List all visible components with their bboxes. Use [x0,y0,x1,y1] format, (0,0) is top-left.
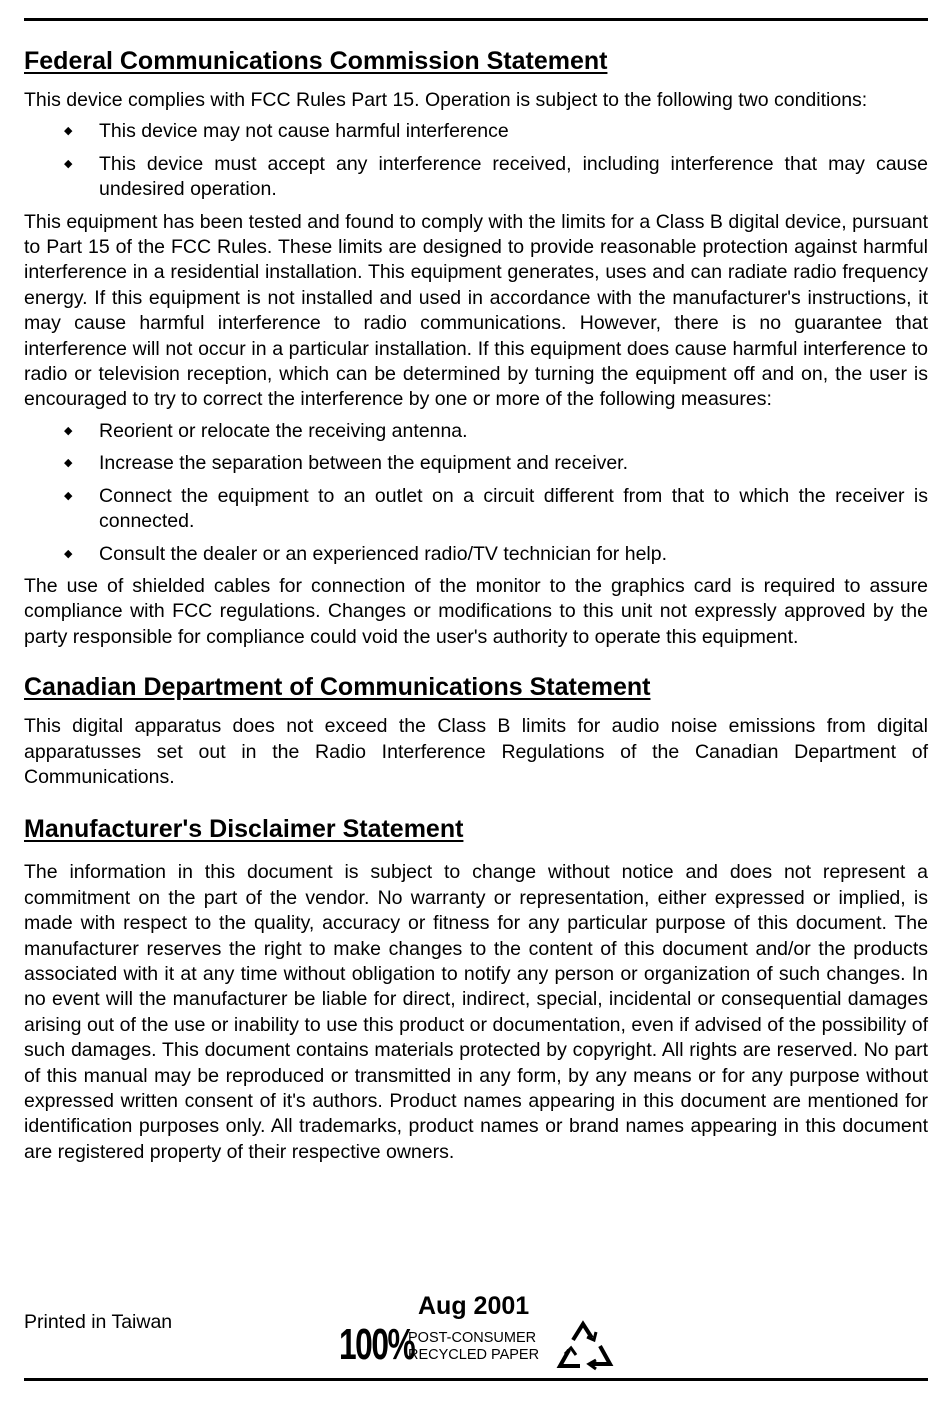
recycle-label-line2: RECYCLED PAPER [408,1347,540,1363]
bullet-icon: ◆ [64,489,73,502]
list-item: ◆ This device must accept any interference received, including interference that may cause undesired operation. [64,152,928,201]
bullet-icon: ◆ [64,157,73,170]
fcc-heading: Federal Communications Commission Statement [24,47,608,75]
recycle-label-line1: POST-CONSUMER [408,1330,537,1346]
list-item: ◆ Increase the separation between the equipment and receiver. [64,452,629,475]
list-item: ◆ Consult the dealer or an experienced radio/TV technician for help. [64,542,668,565]
bullet-icon: ◆ [64,547,73,560]
disclaimer-heading: Manufacturer's Disclaimer Statement [24,815,464,844]
disclaimer-section [24,812,928,1165]
recycle-label [408,1330,539,1364]
printed-in-label: Printed in Taiwan [24,1311,173,1333]
list-item: ◆ Connect the equipment to an outlet on a circuit different from that to which the receiver is connected. [64,484,928,533]
document-body [24,44,928,1165]
list-item: ◆ This device may not cause harmful interference [64,120,509,143]
disclaimer-body: The information in this document is subject to change without notice and does not represent a commitment on the part of the vendor. No warranty or representation, either expressed or implied, is made with respect to the quality, accuracy or fitness for any particular purpose of this document. The manufacturer reserves the right to make changes to the content of this document and/or the products associated with it at any time without obligation to notify any person or organization of such changes. In no event will the manufacturer be liable for direct, indirect, special, incidental or consequential damages arising out of the use or inability to use this product or documentation, even if advised of the possibility of such damages. This document contains materials protected by copyright. All rights are reserved. No part of this manual may be reproduced or transmitted in any form, by any means or for any purpose without expressed written consent of it's authors. Product names appearing in this document are mentioned for identification purposes only. All trademarks, product names or brand names appearing in this document are registered property of their respective owners. [24,861,928,1163]
top-rule [24,18,928,21]
recycle-icon [556,1320,614,1372]
fcc-conditions-list [24,119,928,202]
publication-date: Aug 2001 [418,1292,530,1320]
canadian-section [24,670,928,790]
bullet-icon: ◆ [64,125,73,138]
bottom-rule [24,1378,928,1381]
canadian-body: This digital apparatus does not exceed the Class B limits for audio noise emissions from digital apparatusses set out in the Radio Interference Regulations of the Canadian Department of Communications. [24,715,928,788]
bullet-icon: ◆ [64,457,73,470]
fcc-measures-list [24,419,928,567]
fcc-body: This equipment has been tested and found to comply with the limits for a Class B digital device, pursuant to Part 15 of the FCC Rules. These limits are designed to provide reasonable protection against harmful interference in a residential installation. This equipment generates, uses and can radiate radio frequency energy. If this equipment is not installed and used in accordance with the manufacturer's instructions, it may cause harmful interference to radio communications. However, there is no guarantee that interference will not occur in a particular installation. If this equipment does cause harmful interference to radio or television reception, which can be determined by turning the equipment off and on, the user is encouraged to try to correct the interference by one or more of the following measures: [24,210,928,411]
fcc-closing: The use of shielded cables for connection of the monitor to the graphics card is required to assure compliance with FCC regulations. Changes or modifications to this unit not expressly approved by the party responsible for compliance could void the user's authority to operate this equipment. [24,574,928,648]
bullet-icon: ◆ [64,424,73,437]
recycle-percent: 100% [339,1320,415,1369]
list-item: ◆ Reorient or relocate the receiving antenna. [64,419,468,442]
fcc-section [24,44,928,650]
canadian-heading: Canadian Department of Communications Statement [24,673,651,702]
fcc-intro: This device complies with FCC Rules Part 15. Operation is subject to the following two conditions: [24,89,868,111]
